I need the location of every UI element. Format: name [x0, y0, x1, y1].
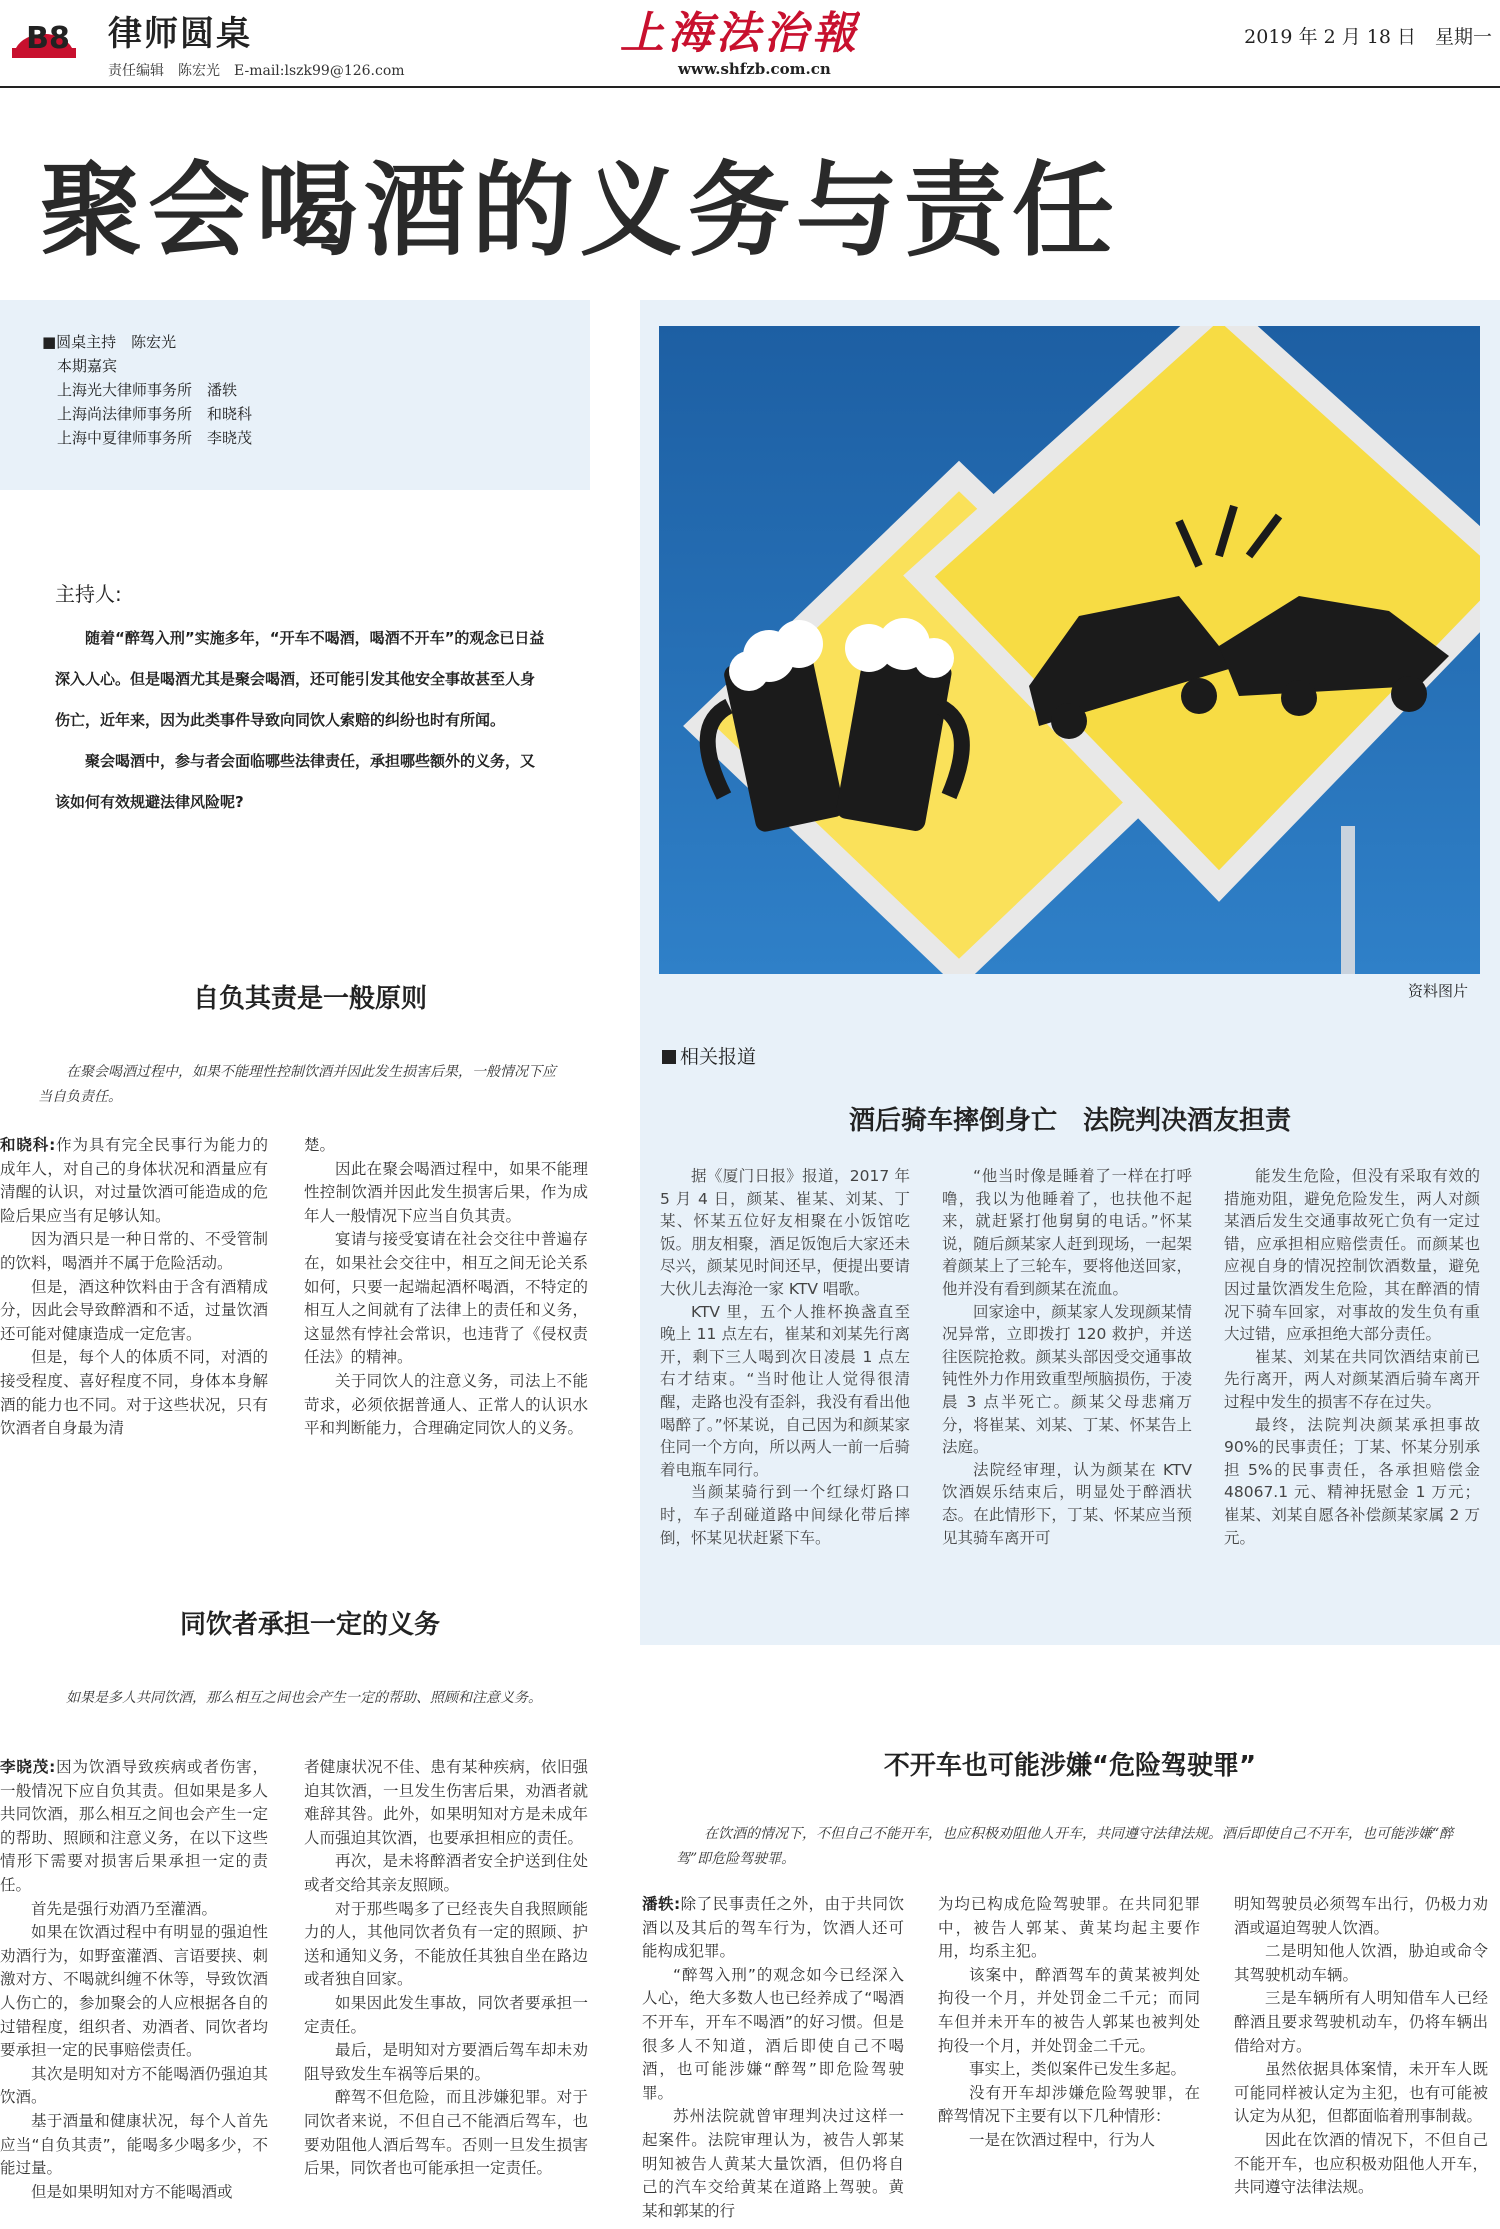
paragraph: 回家途中，颜某家人发现颜某情况异常，立即拨打 120 救护，并送往医院抢救。颜某头部因受交通事故钝性外力作用致重型颅脑损伤，于凌晨 3 点半死亡。颜某父母悲痛万分，将崔某、刘某、丁某、怀某告上法庭。: [942, 1302, 1192, 1457]
paragraph: 楚。: [304, 1136, 336, 1154]
paragraph: 崔某、刘某在共同饮酒结束前已先行离开，两人对颜某酒后骑车离开过程中发生的损害不存在过失。: [1224, 1347, 1480, 1411]
article-column: [642, 1893, 904, 2223]
section-title: 同饮者承担一定的义务: [179, 1610, 440, 1640]
issue-date: 2019 年 2 月 18 日 星期一: [1244, 26, 1492, 48]
paragraph: 和晓科:作为具有完全民事行为能力的成年人，对自己的身体状况和酒量应有清醒的认识，对过量饮酒可能造成的危险后果应当有足够认知。: [0, 1136, 268, 1225]
paragraph: 没有开车却涉嫌危险驾驶罪，在醉驾情况下主要有以下几种情形：: [938, 2083, 1200, 2126]
guest-list: [42, 330, 252, 450]
paragraph: 事实上，类似案件已发生多起。: [969, 2060, 1187, 2079]
article-column: [938, 1893, 1200, 2153]
related-column: [660, 1165, 910, 1549]
paragraph: 者健康状况不佳、患有某种疾病，依旧强迫其饮酒，一旦发生伤害后果，劝酒者就难辞其咎。此外，如果明知对方是未成年人而强迫其饮酒，也要承担相应的责任。: [304, 1758, 588, 1847]
paragraph: 基于酒量和健康状况，每个人首先应当“自负其责”，能喝多少喝多少，不能过量。: [0, 2111, 268, 2178]
paragraph: 该案中，醉酒驾车的黄某被判处拘役一个月，并处罚金二千元；而同车但并未开车的被告人郭某也被判处拘役一个月，并处罚金二千元。: [938, 1965, 1200, 2055]
intro-paragraph: 聚会喝酒中，参与者会面临哪些法律责任，承担哪些额外的义务，又该如何有效规避法律风险呢?: [55, 752, 536, 811]
paragraph: 法院经审理，认为颜某在 KTV 饮酒娱乐结束后，明显处于醉酒状态。在此情形下，丁某、怀某应当预见其骑车离开可: [942, 1460, 1192, 1547]
svg-text:B8: B8: [26, 21, 70, 56]
paragraph: 当颜某骑行到一个红绿灯路口时，车子刮碰道路中间绿化带后摔倒，怀某见状赶紧下车。: [660, 1483, 910, 1547]
related-label: 相关报道: [662, 1042, 756, 1069]
section-title: 不开车也可能涉嫌“危险驾驶罪”: [883, 1751, 1257, 1781]
paragraph: 其次是明知对方不能喝酒仍强迫其饮酒。: [0, 2064, 268, 2107]
paragraph: 但是如果明知对方不能喝酒或: [31, 2182, 233, 2201]
intro-paragraph: 随着“醉驾入刑”实施多年，“开车不喝酒，喝酒不开车”的观念已日益深入人心。但是喝酒尤其是聚会喝酒，还可能引发其他安全事故甚至人身伤亡，近年来，因为此类事件导致向同饮人索赔的纠纷也时有所闻。: [55, 629, 545, 729]
paragraph: 三是车辆所有人明知借车人已经醉酒且要求驾驶机动车，仍将车辆出借给对方。: [1234, 1989, 1488, 2055]
section-lead: 如果是多人共同饮酒，那么相互之间也会产生一定的帮助、照顾和注意义务。: [66, 1690, 542, 1706]
guest-panel: [0, 300, 590, 490]
photo-credit: 资料图片: [1408, 982, 1469, 1000]
paragraph: 最终，法院判决颜某承担事故 90%的民事责任；丁某、怀某分别承担 5%的民事责任，各承担赔偿金 48067.1 元、精神抚慰金 1 万元；崔某、刘某自愿各补偿颜某家属 2 万元。: [1224, 1415, 1480, 1547]
paragraph: 因此在聚会喝酒过程中，如果不能理性控制饮酒并因此发生损害后果，作为成年人一般情况下应当自负其责。: [304, 1159, 588, 1225]
speaker: 李晓茂:: [0, 1758, 56, 1776]
header-rule: [0, 86, 1500, 88]
related-column: [942, 1165, 1192, 1549]
article-column: [0, 1134, 268, 1441]
paragraph: 李晓茂:因为饮酒导致疾病或者伤害，一般情况下应自负其责。但如果是多人共同饮酒，那么相互之间也会产生一定的帮助、照顾和注意义务，在以下这些情形下需要对损害后果承担一定的责任。: [0, 1758, 268, 1894]
paragraph: KTV 里，五个人推杯换盏直至晚上 11 点左右，崔某和刘某先行离开，剩下三人喝到次日凌晨 1 点左右才结束。“当时他让人觉得很清醒，走路也没有歪斜，我没有看出他喝醉了。”怀某说，自己因为和颜某家住同一个方向，所以两人一前一后骑着电瓶车同行。: [660, 1302, 910, 1479]
article-column: [304, 1756, 588, 2181]
related-story-title: 酒后骑车摔倒身亡 法院判决酒友担责: [848, 1106, 1291, 1136]
paragraph: 但是，酒这种饮料由于含有酒精成分，因此会导致醉酒和不适，过量饮酒还可能对健康造成一定危害。: [0, 1277, 268, 1343]
paragraph: 醉驾不但危险，而且涉嫌犯罪。对于同饮者来说，不但自己不能酒后驾车，也要劝阻他人酒后驾车。否则一旦发生损害后果，同饮者也可能承担一定责任。: [304, 2088, 588, 2178]
svg-text:上海法治報: 上海法治報: [620, 8, 860, 59]
paragraph: 因此在饮酒的情况下，不但自己不能开车，也应积极劝阻他人开车，共同遵守法律法规。: [1234, 2130, 1488, 2197]
paragraph: 再次，是未将醉酒者安全护送到住处或者交给其亲友照顾。: [304, 1852, 588, 1894]
article-column: [304, 1134, 588, 1441]
paragraph: 虽然依据具体案情，未开车人既可能同样被认定为主犯，也有可能被认定为从犯，但都面临着刑事制裁。: [1234, 2060, 1488, 2126]
moderator-heading: 主持人:: [55, 582, 122, 606]
paragraph: 二是明知他人饮酒，胁迫或命令其驾驶机动车辆。: [1234, 1942, 1488, 1984]
guest-line: 上海中夏律师事务所 李晓茂: [42, 429, 253, 447]
paragraph: 一是在饮酒过程中，行为人: [969, 2130, 1156, 2149]
section-title: 自负其责是一般原则: [192, 984, 427, 1014]
paragraph: “他当时像是睡着了一样在打呼噜，我以为他睡着了，也扶他不起来，就赶紧打他舅舅的电话。”怀某说，随后颜某家人赶到现场，一起架着颜某上了三轮车，要将他送回家，他并没有看到颜某在流血。: [942, 1167, 1192, 1298]
paragraph: 为均已构成危险驾驶罪。在共同犯罪中，被告人郭某、黄某均起主要作用，均系主犯。: [938, 1895, 1200, 1961]
guest-line: 本期嘉宾: [42, 357, 118, 375]
page-header: [0, 0, 1500, 92]
paragraph: 如果因此发生事故，同饮者要承担一定责任。: [304, 1993, 588, 2036]
paragraph: 因为酒只是一种日常的、不受管制的饮料，喝酒并不属于危险活动。: [0, 1230, 268, 1272]
paragraph: 如果在饮酒过程中有明显的强迫性劝酒行为，如野蛮灌酒、言语要挟、刺激对方、不喝就纠缠不休等，导致饮酒人伤亡的，参加聚会的人应根据各自的过错程度，组织者、劝酒者、同饮者均要承担一定的民事赔偿责任。: [0, 1923, 268, 2060]
editor-line: 责任编辑 陈宏光 E-mail:lszk99@126.com: [108, 63, 405, 79]
guest-line: 上海尚法律师事务所 和晓科: [42, 405, 253, 423]
section-lead: 在饮酒的情况下，不但自己不能开车，也应积极劝阻他人开车，共同遵守法律法规。酒后即使自己不开车，也可能涉嫌“醉驾”即危险驾驶罪。: [676, 1826, 1454, 1867]
warning-signs-illustration: [659, 326, 1480, 974]
paragraph: 据《厦门日报》报道，2017 年 5 月 4 日，颜某、崔某、刘某、丁某、怀某五位好友相聚在小饭馆吃饭。朋友相聚，酒足饭饱后大家还未尽兴，颜某见时间还早，便提出要请大伙儿去海沧一家 KTV 唱歌。: [660, 1167, 910, 1298]
speaker: 潘轶:: [642, 1895, 681, 1913]
paragraph: 最后，是明知对方要酒后驾车却未劝阻导致发生车祸等后果的。: [304, 2041, 588, 2083]
speaker: 和晓科:: [0, 1136, 56, 1154]
masthead-url[interactable]: www.shfzb.com.cn: [678, 60, 831, 78]
related-column: [1224, 1165, 1480, 1549]
paragraph: 潘轶:除了民事责任之外，由于共同饮酒以及其后的驾车行为，饮酒人还可能构成犯罪。: [642, 1895, 904, 1961]
page-number-badge: [8, 8, 80, 64]
paragraph: 关于同饮人的注意义务，司法上不能苛求，必须依据普通人、正常人的认识水平和判断能力，合理确定同饮人的义务。: [304, 1371, 588, 1438]
article-column: [0, 1756, 268, 2204]
paragraph: 但是，每个人的体质不同，对酒的接受程度、喜好程度不同，身体本身解酒的能力也不同。对于这些状况，只有饮酒者自身最为清: [0, 1348, 268, 1438]
guest-line: 上海光大律师事务所 潘轶: [42, 381, 238, 399]
section-name: 律师圆桌: [108, 14, 252, 54]
article-column: [1234, 1893, 1488, 2200]
guest-line: ■圆桌主持 陈宏光: [42, 333, 177, 351]
paragraph: 宴请与接受宴请在社会交往中普遍存在，如果社会交往中，相互之间无论关系如何，只要一起端起酒杯喝酒，不特定的相互人之间就有了法律上的责任和义务，这显然有悖社会常识，也违背了《侵权责任法》的精神。: [304, 1230, 588, 1367]
paragraph: “醉驾入刑”的观念如今已经深入人心，绝大多数人也已经养成了“喝酒不开车，开车不喝酒”的好习惯。但是很多人不知道，酒后即使自己不喝酒，也可能涉嫌“醉驾”即危险驾驶罪。: [642, 1965, 904, 2102]
paragraph: 首先是强行劝酒乃至灌酒。: [31, 1899, 218, 1918]
paragraph: 明知驾驶员必须驾车出行，仍极力劝酒或逼迫驾驶人饮酒。: [1234, 1895, 1488, 1937]
paragraph: 苏州法院就曾审理判决过这样一起案件。法院审理认为，被告人郭某明知被告人黄某大量饮酒，但仍将自己的汽车交给黄某在道路上驾驶。黄某和郭某的行: [642, 2107, 904, 2220]
moderator-intro: [55, 618, 545, 823]
section-lead: 在聚会喝酒过程中，如果不能理性控制饮酒并因此发生损害后果，一般情况下应当自负责任。: [38, 1064, 556, 1105]
paragraph: 对于那些喝多了已经丧失自我照顾能力的人，其他同饮者负有一定的照顾、护送和通知义务，不能放任其独自坐在路边或者独自回家。: [304, 1899, 588, 1989]
page-headline: 聚会喝酒的义务与责任: [40, 152, 1120, 271]
paragraph: 能发生危险，但没有采取有效的措施劝阻，避免危险发生，两人对颜某酒后发生交通事故死亡负有一定过错，应承担相应赔偿责任。而颜某也应视自身的情况控制饮酒数量，避免因过量饮酒发生危险，其在醉酒的情况下骑车回家，对事故的发生负有重大过错，应承担绝大部分责任。: [1224, 1167, 1480, 1344]
